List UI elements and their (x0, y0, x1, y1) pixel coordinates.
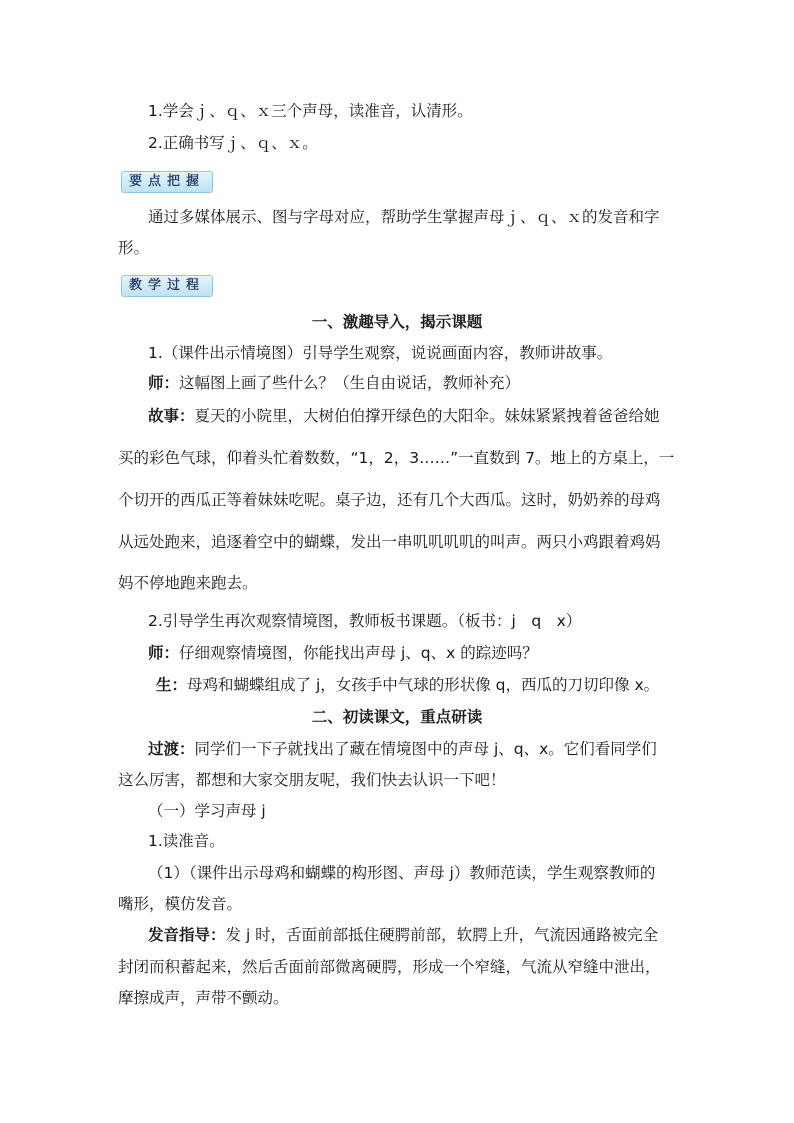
pronunciation-line-3: 摩擦成声，声带不颤动。 (118, 989, 289, 1007)
subsection-j: （一）学习声母 j (148, 802, 266, 820)
subsection-j-step1: 1.读准音。 (148, 832, 225, 850)
pronunciation-label: 发音指导： (148, 926, 226, 944)
story-line-3: 个切开的西瓜正等着妹妹吃呢。桌子边，还有几个大西瓜。这时，奶奶养的母鸡 (118, 491, 661, 509)
subsection-j-step1a-line-2: 嘴形，模仿发音。 (118, 895, 243, 913)
section2-heading: 二、初读课文，重点研读 (311, 708, 483, 726)
teacher-text: 这幅图上画了些什么？（生自由说话，教师补充） (179, 374, 521, 392)
section1-step1: 1.（课件出示情境图）引导学生观察，说说画面内容，教师讲故事。 (148, 344, 613, 362)
story-text-1: 夏天的小院里，大树伯伯撑开绿色的大阳伞。妹妹紧紧拽着爸爸给她 (194, 407, 660, 425)
teacher2-label: 师： (148, 644, 180, 662)
teacher2-text: 仔细观察情境图，你能找出声母 j、q、x 的踪迹吗？ (179, 644, 538, 662)
story-line-4: 从远处跑来，追逐着空中的蝴蝶，发出一串叽叽叽叽的叫声。两只小鸡跟着鸡妈 (118, 533, 661, 551)
student-answer (156, 675, 659, 695)
badge-key-points: 要点把握 (121, 171, 213, 193)
section1-step2: 2.引导学生再次观察情境图，教师板书课题。（板书：j q x） (148, 612, 582, 630)
transition-line-1 (148, 739, 657, 759)
goal-1: 1.学会ｊ、ｑ、ｘ三个声母，读准音，认清形。 (148, 102, 473, 120)
section1-heading: 一、激趣导入，揭示课题 (311, 313, 483, 331)
teacher-question-2 (148, 643, 538, 663)
transition-line-2: 这么厉害，都想和大家交朋友呢，我们快去认识一下吧！ (118, 771, 506, 789)
pronunciation-text-1: 发 j 时，舌面前部抵住硬腭前部，软腭上升，气流因通路被完全 (225, 926, 659, 944)
story-line-5: 妈不停地跑来跑去。 (118, 574, 258, 592)
story-label: 故事： (148, 407, 195, 425)
pronunciation-line-2: 封闭而积蓄起来，然后舌面前部微离硬腭，形成一个窄缝，气流从窄缝中泄出， (118, 958, 661, 976)
teacher-label: 师： (148, 374, 180, 392)
transition-label: 过渡： (148, 740, 195, 758)
goal-2: 2.正确书写ｊ、ｑ、ｘ。 (148, 134, 318, 152)
subsection-j-step1a-line-1: （1）（课件出示母鸡和蝴蝶的构形图、声母 j）教师范读，学生观察教师的 (148, 864, 656, 882)
story-line-2: 买的彩色气球，仰着头忙着数数，“1，2，3……”一直数到 7。地上的方桌上，一 (118, 449, 675, 467)
pronunciation-line-1 (148, 925, 658, 945)
student-label: 生： (156, 676, 188, 694)
story-line-1 (148, 406, 660, 426)
student-text: 母鸡和蝴蝶组成了 j，女孩手中气球的形状像 q，西瓜的刀切印像 x。 (187, 676, 660, 694)
key-points-line-1: 通过多媒体展示、图与字母对应，帮助学生掌握声母ｊ、ｑ、ｘ的发音和字 (148, 208, 660, 226)
key-points-line-2: 形。 (118, 239, 150, 257)
transition-text-1: 同学们一下子就找出了藏在情境图中的声母 j、q、x。它们看同学们 (194, 740, 657, 758)
badge-teaching-process: 教学过程 (121, 275, 213, 297)
teacher-question (148, 373, 520, 393)
